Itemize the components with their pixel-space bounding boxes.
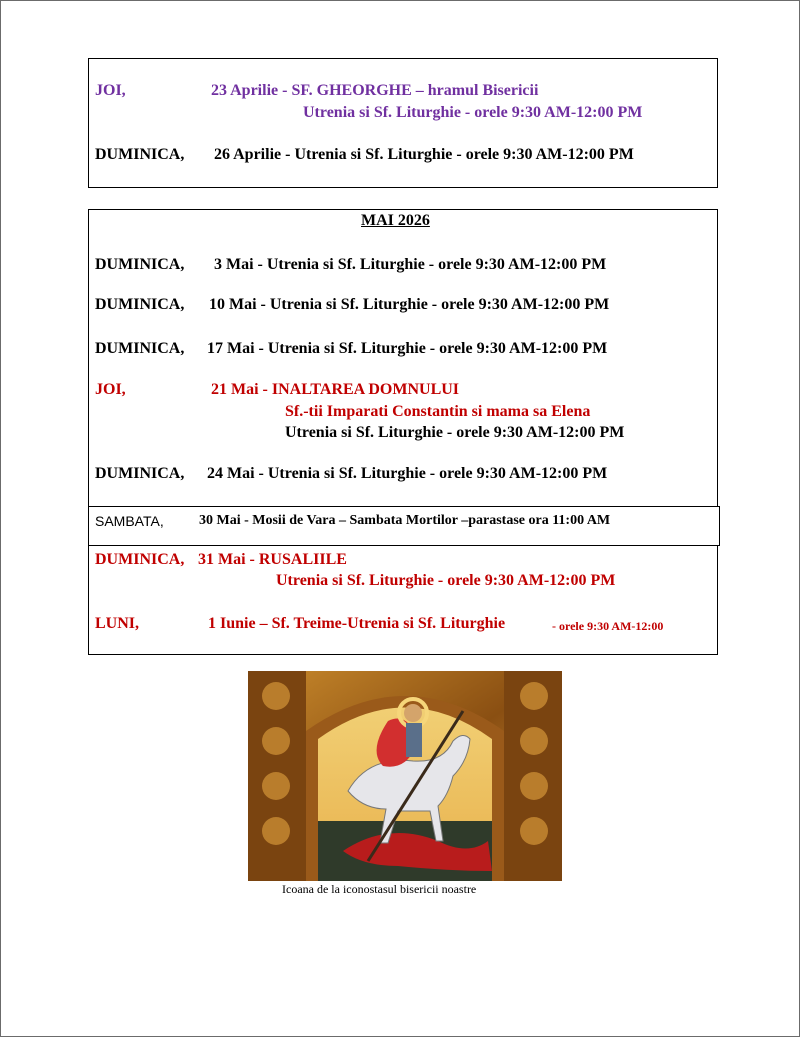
event-text: 10 Mai - Utrenia si Sf. Liturghie - orele 9:30 AM-12:00 PM (209, 296, 610, 313)
time-suffix: - orele 9:30 AM-12:00 (552, 619, 664, 633)
icon-caption: Icoana de la iconostasul bisericii noastre (282, 882, 477, 896)
service-text: Utrenia si Sf. Liturghie - orele 9:30 AM-12:00 PM (285, 424, 625, 441)
day-label: DUMINICA, (95, 465, 185, 482)
day-label: JOI, (95, 82, 126, 99)
day-label: DUMINICA, (95, 551, 185, 568)
day-label: DUMINICA, (95, 146, 185, 163)
day-label: LUNI, (95, 615, 140, 632)
day-label: DUMINICA, (95, 340, 185, 357)
day-label: JOI, (95, 381, 126, 398)
april-schedule-box (88, 58, 718, 188)
day-label: DUMINICA, (95, 256, 185, 273)
saints-text: Sf.-tii Imparati Constantin si mama sa Elena (285, 403, 591, 420)
event-text: 17 Mai - Utrenia si Sf. Liturghie - orele 9:30 AM-12:00 PM (207, 340, 608, 357)
month-title: MAI 2026 (361, 212, 430, 229)
icon-sf-gheorghe-image (248, 671, 562, 881)
event-text: 21 Mai - INALTAREA DOMNULUI (211, 381, 460, 398)
event-text: 1 Iunie – Sf. Treime-Utrenia si Sf. Liturghie (208, 615, 506, 632)
day-label: DUMINICA, (95, 296, 185, 313)
day-label: SAMBATA, (95, 513, 164, 529)
event-text: 31 Mai - RUSALIILE (198, 551, 347, 568)
service-text: Utrenia si Sf. Liturghie - orele 9:30 AM-12:00 PM (276, 572, 616, 589)
event-text: 3 Mai - Utrenia si Sf. Liturghie - orele 9:30 AM-12:00 PM (214, 256, 607, 273)
event-text: 30 Mai - Mosii de Vara – Sambata Mortilor –parastase ora 11:00 AM (199, 513, 611, 528)
event-text: 24 Mai - Utrenia si Sf. Liturghie - orele 9:30 AM-12:00 PM (207, 465, 608, 482)
service-text: Utrenia si Sf. Liturghie - orele 9:30 AM-12:00 PM (303, 104, 643, 121)
event-text: 26 Aprilie - Utrenia si Sf. Liturghie - orele 9:30 AM-12:00 PM (214, 146, 634, 163)
event-text: 23 Aprilie - SF. GHEORGHE – hramul Bisericii (211, 82, 539, 99)
